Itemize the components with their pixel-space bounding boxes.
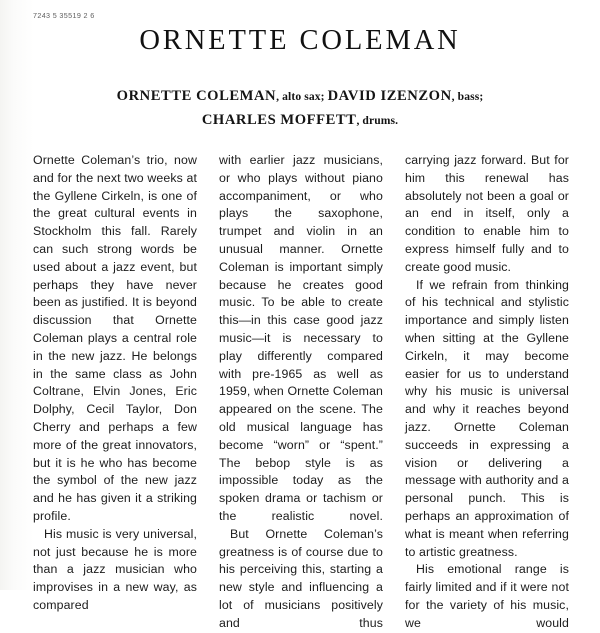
page-title: ORNETTE COLEMAN [139, 25, 461, 56]
paragraph: His music is very universal, not just because he is more than a jazz musician who improvises in a new way, as compared [33, 526, 197, 612]
paragraph: But Ornette Coleman’s greatness is of course due to his perceiving this, starting a new style and influencing a lot of musicians positively and thus [219, 526, 383, 630]
personnel-credits [0, 84, 600, 133]
catalog-number: 7243 5 35519 2 6 [33, 11, 95, 20]
performer-name-charles-moffett: CHARLES MOFFETT [201, 112, 357, 129]
performer-role-alto-sax: , alto sax; [276, 90, 328, 103]
credits-line-2 [0, 108, 600, 132]
performer-name-ornette-coleman: ORNETTE COLEMAN [116, 88, 277, 104]
text-column-1 [33, 152, 197, 633]
credits-line-1 [0, 84, 600, 108]
paragraph: with earlier jazz musicians, or who plays without piano accompaniment, or who plays the saxophone, trumpet and violin in an unusual manner. Ornette Coleman is important simply because he creates good music. To be able to create this—in this case good jazz music—it is necessary to play differently compared with pre-1965 as well as 1959, when Ornette Coleman appeared on the scene. The old musical language has become “worn” or “spent.” The bebop style is as impossible today as the spoken drama or tachism or the realistic novel. [219, 153, 383, 523]
text-column-3 [405, 152, 569, 633]
performer-role-bass: , bass; [451, 90, 484, 103]
paragraph: His emotional range is fairly limited and if it were not for the variety of his music, we would [405, 562, 569, 630]
performer-role-drums: , drums. [356, 114, 399, 128]
masthead [0, 26, 600, 56]
body-columns [33, 152, 570, 633]
paragraph: carrying jazz forward. But for him this renewal has absolutely not been a goal or an end in itself, only a condition to enable him to express himself fully and to create good music. [405, 153, 569, 274]
performer-name-david-izenzon: DAVID IZENZON [327, 88, 452, 104]
text-column-2 [219, 152, 383, 633]
paragraph: If we refrain from thinking of his technical and stylistic importance and simply listen when sitting at the Gyllene Cirkeln, it may become easier for us to understand why his music is universal and why it reaches beyond jazz. Ornette Coleman succeeds in expressing a vision or delivering a message with authority and a personal punch. This is perhaps an approximation of what is meant when referring to artistic greatness. [405, 277, 569, 559]
paragraph: Ornette Coleman’s trio, now and for the next two weeks at the Gyllene Cirkeln, is one of the great cultural events in Stockholm this fall. Rarely can such strong words be used about a jazz event, but perhaps they have never been as justified. It is beyond discussion that Ornette Coleman plays a central role in the new jazz. He belongs in the same class as John Coltrane, Elvin Jones, Eric Dolphy, Cecil Taylor, Don Cherry and perhaps a few more of the great innovators, but it is he who has become the symbol of the new jazz and he has given it a striking profile. [33, 153, 197, 523]
